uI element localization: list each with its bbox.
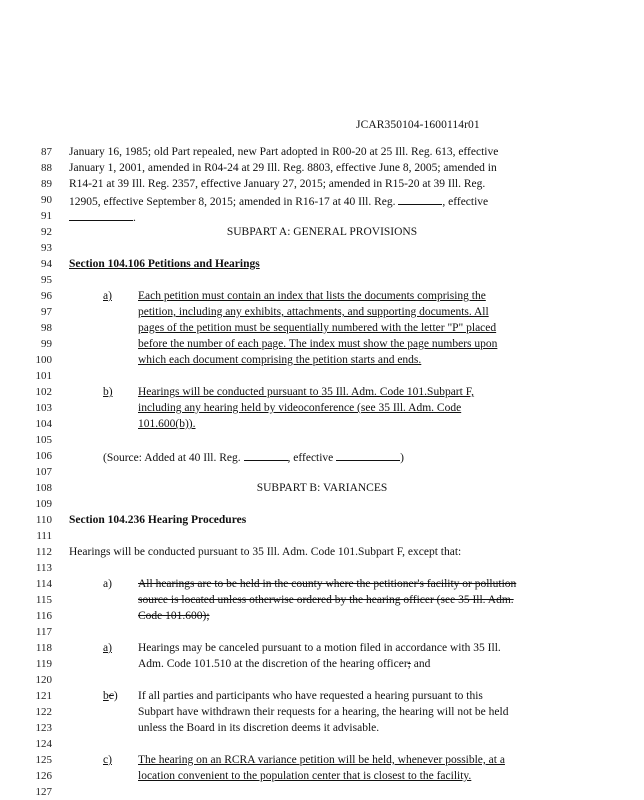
line-number: 100 xyxy=(35,354,52,366)
history-line: January 1, 2001, amended in R04-24 at 29 Ill. Reg. 8803, effective June 8, 2005; amended in xyxy=(69,162,497,174)
source-text: (Source: Added at 40 Ill. Reg. xyxy=(103,452,241,464)
line-number: 87 xyxy=(41,146,52,158)
inserted-text-line: before the number of each page. The index must show the page numbers upon xyxy=(138,338,498,350)
line-number: 88 xyxy=(41,162,52,174)
line-number: 101 xyxy=(35,370,52,382)
line-number: 125 xyxy=(35,754,52,766)
line-number: 127 xyxy=(35,786,52,798)
blank-field xyxy=(336,450,400,461)
line-number: 108 xyxy=(35,482,52,494)
line-number: 106 xyxy=(35,450,52,462)
line-number: 109 xyxy=(35,498,52,510)
line-number: 90 xyxy=(41,194,52,206)
text-line xyxy=(138,658,430,670)
source-note xyxy=(103,450,404,464)
text-line: Hearings may be canceled pursuant to a motion filed in accordance with 35 Ill. xyxy=(138,642,501,654)
line-number: 102 xyxy=(35,386,52,398)
line-number: 94 xyxy=(41,258,52,270)
subpart-a-title: SUBPART A: GENERAL PROVISIONS xyxy=(226,226,418,238)
line-number: 115 xyxy=(35,594,52,606)
history-line xyxy=(69,194,488,208)
inserted-text-line: which each document comprising the petition starts and ends. xyxy=(138,354,422,366)
section-intro: Hearings will be conducted pursuant to 35 Ill. Adm. Code 101.Subpart F, except that: xyxy=(69,546,462,558)
inserted-text-line: 101.600(b)). xyxy=(138,418,196,430)
history-text: 12905, effective September 8, 2015; amended in R16-17 at 40 Ill. Reg. xyxy=(69,196,396,208)
line-number: 99 xyxy=(41,338,52,350)
inserted-text-line: Hearings will be conducted pursuant to 35 Ill. Adm. Code 101.Subpart F, xyxy=(138,386,475,398)
deleted-fragment: ; xyxy=(407,658,411,670)
line-number: 111 xyxy=(36,530,52,542)
label-paren: ) xyxy=(113,690,118,702)
inserted-text-line: pages of the petition must be sequentially numbered with the letter "P" placed xyxy=(138,322,497,334)
item-label: b) xyxy=(103,386,113,398)
section-104-106-heading: Section 104.106 Petitions and Hearings xyxy=(69,258,260,270)
item-label xyxy=(103,690,118,702)
source-text: , effective xyxy=(287,452,334,464)
item-label: a) xyxy=(103,290,112,302)
line-number: 113 xyxy=(35,562,52,574)
inserted-label: a) xyxy=(103,642,112,654)
inserted-text-line: The hearing on an RCRA variance petition will be held, whenever possible, at a xyxy=(138,754,505,766)
deleted-text-line: Code 101.600); xyxy=(138,610,210,622)
text-fragment: Adm. Code 101.510 at the discretion of the hearing officer xyxy=(138,658,408,670)
line-number: 114 xyxy=(35,578,52,590)
line-number: 89 xyxy=(41,178,52,190)
line-number: 110 xyxy=(35,514,52,526)
line-number: 117 xyxy=(35,626,52,638)
line-number: 120 xyxy=(35,674,52,686)
text-line: unless the Board in its discretion deems it advisable. xyxy=(138,722,380,734)
inserted-text-line: including any hearing held by videoconference (see 35 Ill. Adm. Code xyxy=(138,402,462,414)
inserted-text-line: Each petition must contain an index that lists the documents comprising the xyxy=(138,290,486,302)
line-number: 107 xyxy=(35,466,52,478)
item-label: c) xyxy=(103,754,112,766)
line-number: 104 xyxy=(35,418,52,430)
line-number: 124 xyxy=(35,738,52,750)
inserted-text-line: petition, including any exhibits, attachments, and supporting documents. All xyxy=(138,306,489,318)
line-number: 116 xyxy=(35,610,52,622)
line-number: 103 xyxy=(35,402,52,414)
history-text: , effective xyxy=(442,196,489,208)
line-number: 121 xyxy=(35,690,52,702)
blank-field xyxy=(398,194,442,205)
line-number: 97 xyxy=(41,306,52,318)
text-line: Subpart have withdrawn their requests for a hearing, the hearing will not be held xyxy=(138,706,509,718)
subpart-b-title: SUBPART B: VARIANCES xyxy=(256,482,388,494)
line-number: 123 xyxy=(35,722,52,734)
line-number: 126 xyxy=(35,770,52,782)
line-number: 98 xyxy=(41,322,52,334)
line-number: 118 xyxy=(35,642,52,654)
text-fragment: and xyxy=(410,658,431,670)
item-label: a) xyxy=(103,578,112,590)
line-number: 122 xyxy=(35,706,52,718)
history-line: R14-21 at 39 Ill. Reg. 2357, effective January 27, 2015; amended in R15-20 at 39 Ill. Reg. xyxy=(69,178,486,190)
line-number: 96 xyxy=(41,290,52,302)
item-label xyxy=(103,642,112,654)
blank-field xyxy=(69,210,133,221)
line-number: 93 xyxy=(41,242,52,254)
deleted-text-line: All hearings are to be held in the county where the petitioner's facility or pollution xyxy=(138,578,517,590)
line-number: 95 xyxy=(41,274,52,286)
text-line: If all parties and participants who have requested a hearing pursuant to this xyxy=(138,690,483,702)
blank-field xyxy=(244,450,288,461)
line-number: 91 xyxy=(41,210,52,222)
line-number: 92 xyxy=(41,226,52,238)
line-number: 112 xyxy=(35,546,52,558)
deleted-label: c xyxy=(108,690,114,702)
history-line xyxy=(69,210,136,224)
line-number: 105 xyxy=(35,434,52,446)
section-104-236-heading: Section 104.236 Hearing Procedures xyxy=(69,514,247,526)
deleted-text-line: source is located unless otherwise ordered by the hearing officer (see 35 Ill. Adm. xyxy=(138,594,514,606)
line-number: 119 xyxy=(35,658,52,670)
history-line: January 16, 1985; old Part repealed, new Part adopted in R00-20 at 25 Ill. Reg. 613, effective xyxy=(69,146,499,158)
inserted-text-line: location convenient to the population center that is closest to the facility. xyxy=(138,770,472,782)
source-text: ) xyxy=(400,452,405,464)
document-id: JCAR350104-1600114r01 xyxy=(356,119,480,131)
inserted-label: b xyxy=(103,690,109,702)
history-text: . xyxy=(133,212,136,224)
